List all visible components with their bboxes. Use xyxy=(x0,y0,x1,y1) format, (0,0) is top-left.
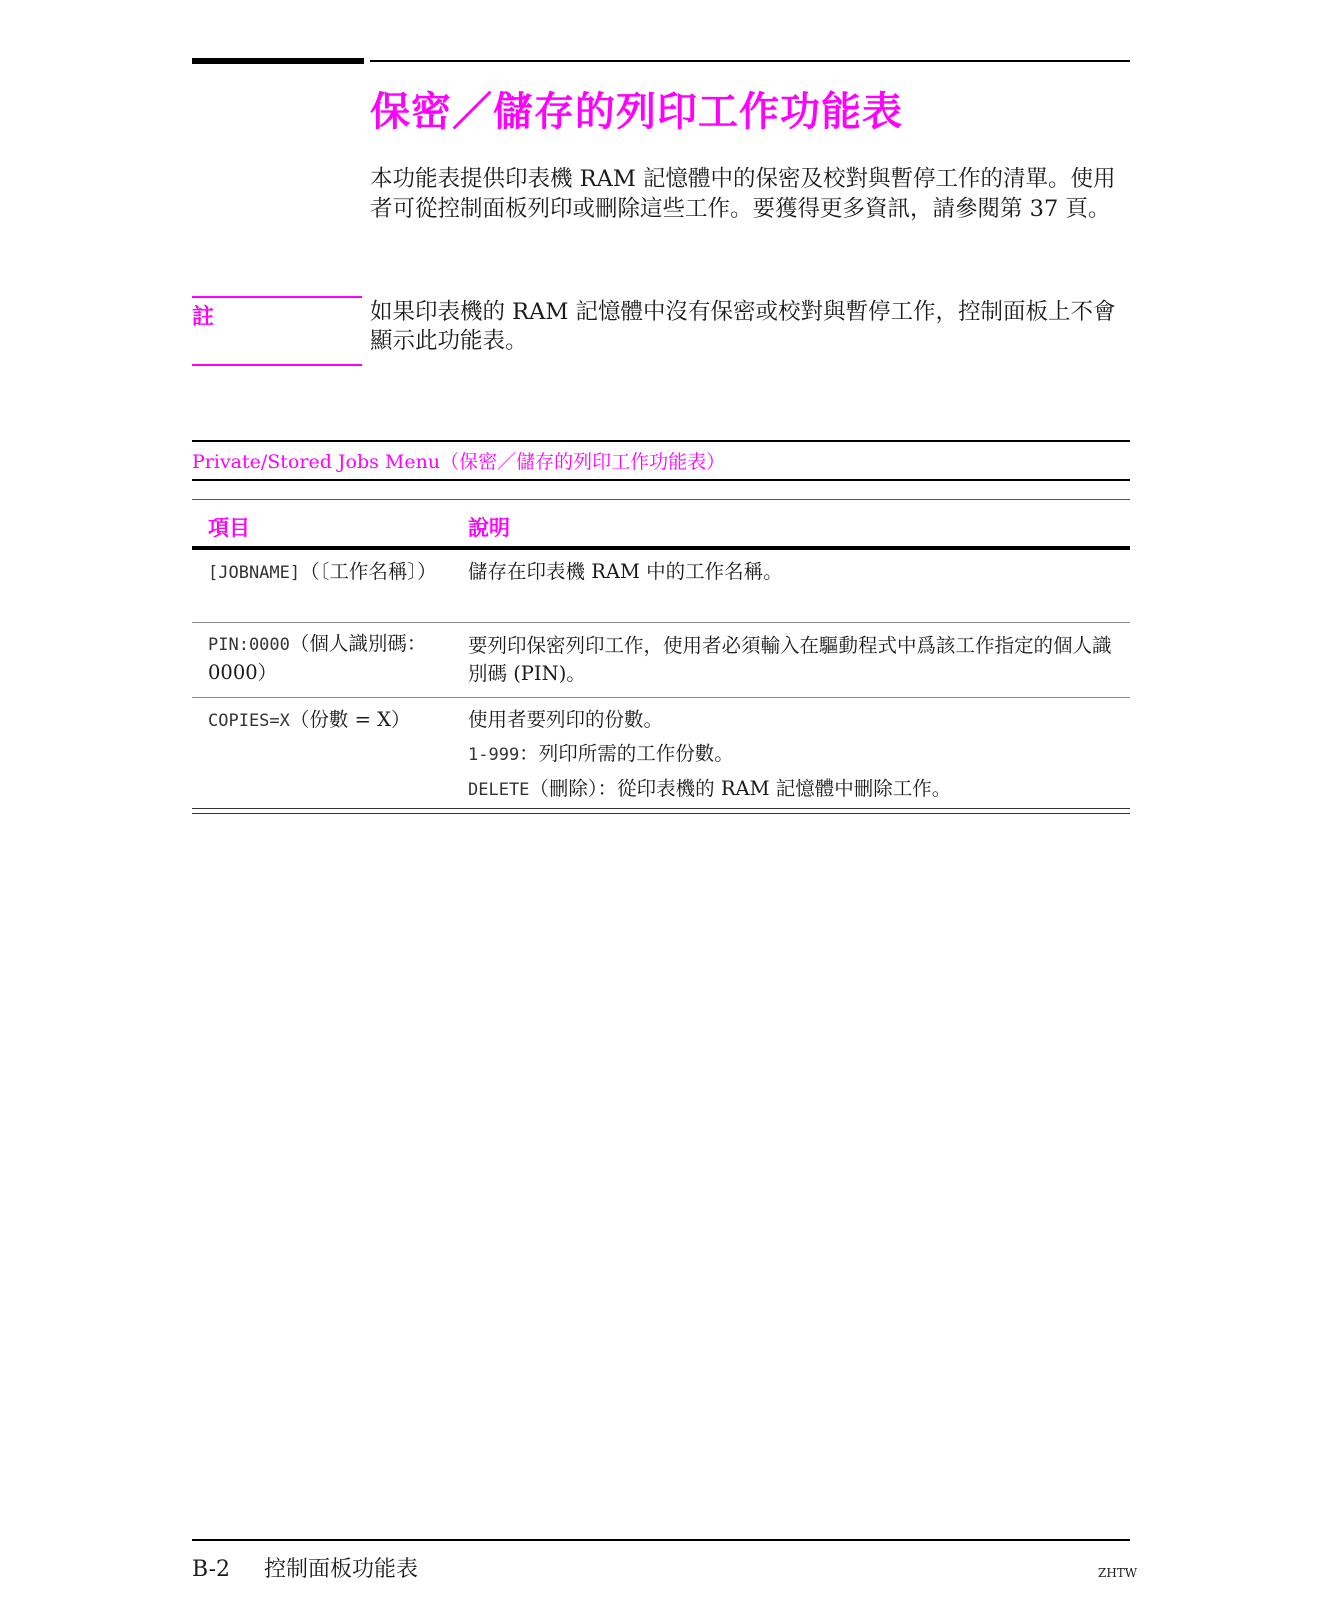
footer-language-code: ZHTW xyxy=(1098,1566,1138,1580)
section-name: 控制面板功能表 xyxy=(264,1557,419,1582)
description-text: ：列印所需的工作份數。 xyxy=(519,742,734,765)
item-code: [JOBNAME] xyxy=(208,563,301,583)
table-row xyxy=(208,630,443,687)
option-code: 1-999 xyxy=(468,745,520,765)
table-header-rule-bottom xyxy=(192,546,1130,550)
row-description-line xyxy=(468,706,663,734)
row-divider xyxy=(192,622,1130,623)
caption-rule-top xyxy=(192,440,1130,442)
header-rule-right xyxy=(370,60,1130,62)
row-description: 儲存在印表機 RAM 中的工作名稱。 xyxy=(468,560,783,583)
item-code: COPIES=X xyxy=(208,711,290,731)
item-code: PIN:0000 xyxy=(208,635,290,655)
description-text: （刪除）：從印表機的 RAM 記憶體中刪除工作。 xyxy=(529,777,952,800)
footer-page-label xyxy=(192,1552,418,1583)
column-header-item: 項目 xyxy=(208,516,250,540)
note-text: 如果印表機的 RAM 記憶體中沒有保密或校對與暫停工作，控制面板上不會顯示此功能表。 xyxy=(370,299,1116,354)
option-code: DELETE xyxy=(468,780,530,800)
page-number: B-2 xyxy=(192,1557,231,1582)
header-rule-left xyxy=(192,58,364,64)
note-rule-top xyxy=(192,296,362,298)
page-title: 保密／儲存的列印工作功能表 xyxy=(370,89,903,135)
table-caption: Private/Stored Jobs Menu（保密／儲存的列印工作功能表） xyxy=(192,451,726,473)
table-header-rule-top xyxy=(192,499,1130,500)
column-header-description: 說明 xyxy=(468,516,510,540)
note-rule-bottom xyxy=(192,364,362,366)
row-description-line xyxy=(468,775,951,804)
intro-paragraph: 本功能表提供印表機 RAM 記憶體中的保密及校對與暫停工作的清單。使用者可從控制面板列印或刪除這些工作。要獲得更多資訊，請參閱第 37 頁。 xyxy=(370,166,1116,222)
item-text: （〔工作名稱〕） xyxy=(300,560,437,583)
item-text: （個人識別碼：0000） xyxy=(208,632,427,684)
description-text: 使用者要列印的份數。 xyxy=(468,708,664,731)
item-text: （份數 = X） xyxy=(289,708,411,731)
table-row xyxy=(208,558,443,587)
table-row xyxy=(208,706,443,735)
note-label: 註 xyxy=(192,305,215,330)
caption-rule-bottom xyxy=(192,479,1130,481)
table-bottom-rule-1 xyxy=(192,808,1130,809)
row-divider xyxy=(192,697,1130,698)
footer-rule xyxy=(192,1539,1130,1541)
table-bottom-rule-2 xyxy=(192,813,1130,814)
row-description: 要列印保密列印工作，使用者必須輸入在驅動程式中爲該工作指定的個人識別碼 (PIN)。 xyxy=(468,634,1112,685)
row-description-line xyxy=(468,740,734,769)
